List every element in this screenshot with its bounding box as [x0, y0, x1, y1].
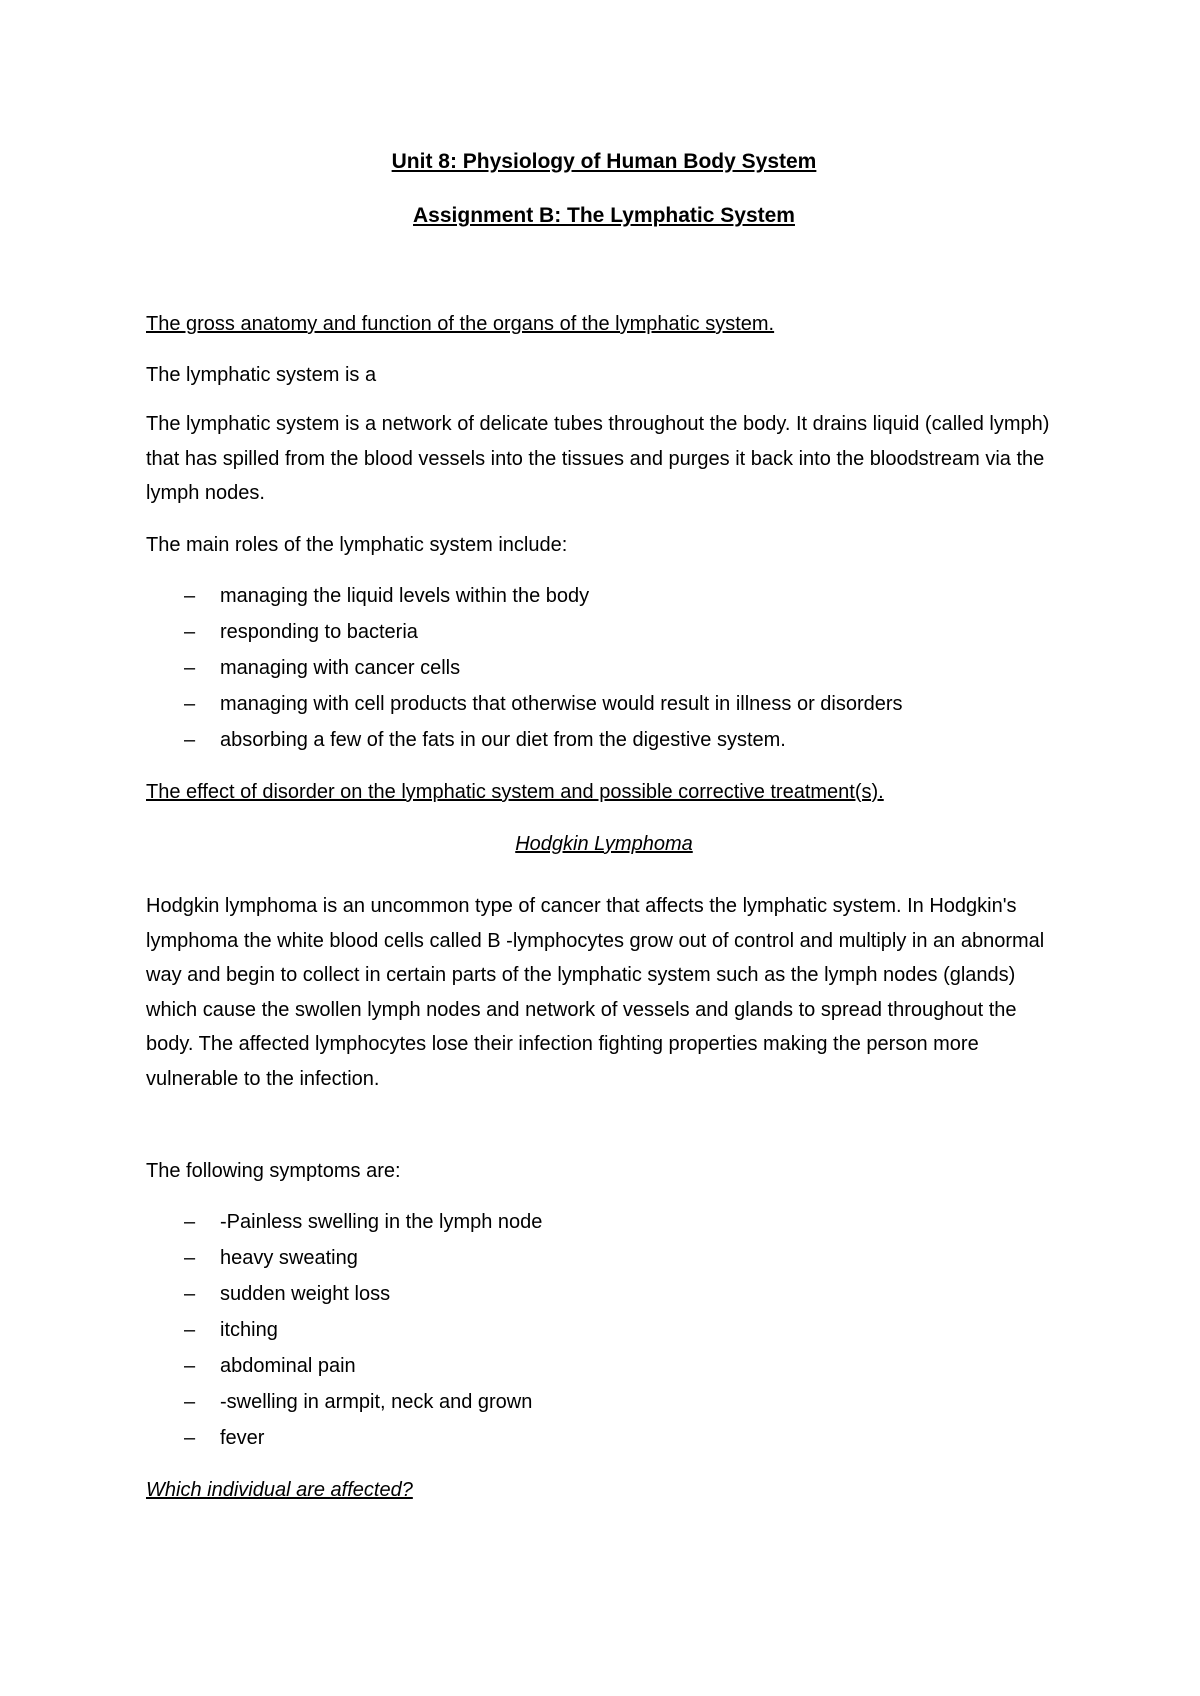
list-item: – itching [146, 1312, 1062, 1348]
dash-bullet: – [184, 621, 196, 643]
section-heading-disorder: The effect of disorder on the lymphatic system and possible corrective treatment(s). [146, 781, 884, 803]
list-item: – managing the liquid levels within the body [146, 578, 1062, 614]
list-item: – heavy sweating [146, 1240, 1062, 1276]
subheading-hodgkin: Hodgkin Lymphoma [515, 833, 693, 855]
hodgkin-paragraph: Hodgkin lymphoma is an uncommon type of cancer that affects the lymphatic system. In Hodgkin's lymphoma the white blood cells called B -lymphocytes grow out of control and multiply in an abnormal way and begin to collect in certain parts of the lymphatic system such as the lymph nodes (glands) which cause the swollen lymph nodes and network of vessels and glands to spread throughout the body. The affected lymphocytes lose their infection fighting properties making the person more vulnerable to the infection. [146, 895, 1045, 1090]
dash-bullet: – [184, 693, 196, 715]
list-item: – managing with cancer cells [146, 650, 1062, 686]
assignment-title: Assignment B: The Lymphatic System [413, 204, 795, 227]
dash-bullet: – [184, 1211, 196, 1233]
dash-bullet: – [184, 1247, 196, 1269]
list-item: – fever [146, 1420, 1062, 1456]
list-item: – sudden weight loss [146, 1276, 1062, 1312]
list-item: – absorbing a few of the fats in our diet from the digestive system. [146, 722, 1062, 758]
definition-paragraph: The lymphatic system is a network of delicate tubes throughout the body. It drains liquid (called lymph) that has spilled from the blood vessels into the tissues and purges it back into the bloodstream via the lymph nodes. [146, 413, 1050, 504]
dash-bullet: – [184, 1391, 196, 1413]
list-item: – -swelling in armpit, neck and grown [146, 1384, 1062, 1420]
list-item: – -Painless swelling in the lymph node [146, 1204, 1062, 1240]
section-heading-anatomy: The gross anatomy and function of the organs of the lymphatic system. [146, 313, 775, 335]
list-item: – responding to bacteria [146, 614, 1062, 650]
dash-bullet: – [184, 1427, 196, 1449]
symptoms-list [146, 1204, 1062, 1456]
document-page [146, 0, 1062, 1696]
dash-bullet: – [184, 1319, 196, 1341]
dash-bullet: – [184, 585, 196, 607]
list-item: – abdominal pain [146, 1348, 1062, 1384]
symptoms-intro: The following symptoms are: [146, 1160, 401, 1182]
dash-bullet: – [184, 1283, 196, 1305]
roles-list [146, 578, 1062, 758]
roles-intro: The main roles of the lymphatic system include: [146, 534, 568, 556]
document-title: Unit 8: Physiology of Human Body System [391, 150, 817, 173]
dash-bullet: – [184, 729, 196, 751]
dash-bullet: – [184, 1355, 196, 1377]
question-heading: Which individual are affected? [146, 1479, 413, 1501]
intro-fragment: The lymphatic system is a [146, 364, 377, 386]
list-item: – managing with cell products that otherwise would result in illness or disorders [146, 686, 1062, 722]
dash-bullet: – [184, 657, 196, 679]
